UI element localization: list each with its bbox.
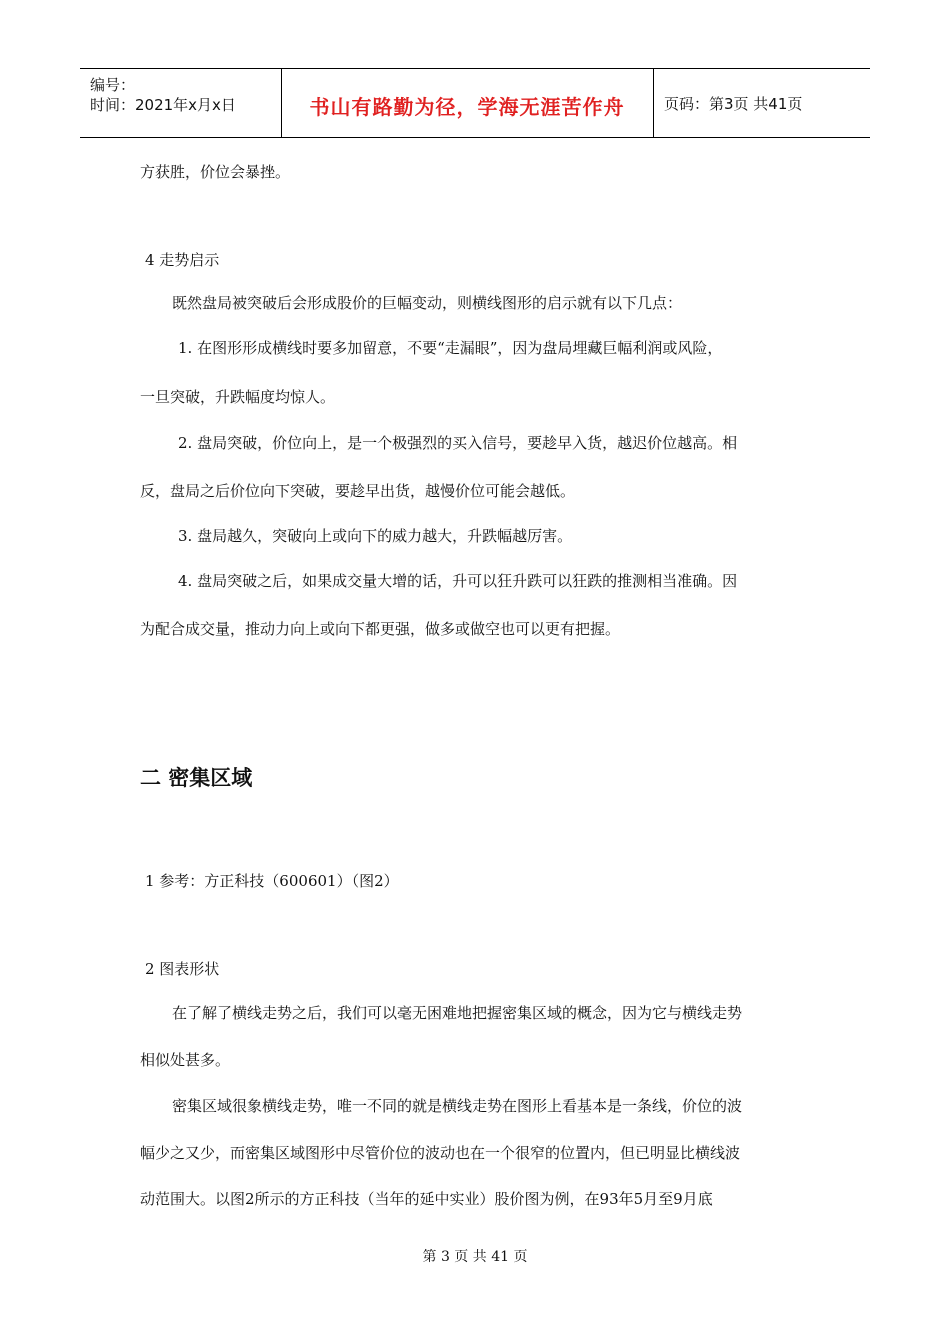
paragraph-line: 密集区域很象横线走势，唯一不同的就是横线走势在图形上看基本是一条线，价位的波 xyxy=(172,1097,743,1115)
paragraph-line: 在了解了横线走势之后，我们可以毫无困难地把握密集区域的概念，因为它与横线走势 xyxy=(172,1004,743,1022)
section-heading: 二 密集区域 xyxy=(140,766,253,790)
paragraph-line: 方获胜，价位会暴挫。 xyxy=(140,163,291,181)
page-footer: 第 3 页 共 41 页 xyxy=(422,1249,528,1265)
subsection-heading: 1 参考：方正科技（600601）（图2） xyxy=(145,872,399,890)
header-page-info: 页码：第3页 共41页 xyxy=(664,95,803,113)
paragraph-line: 3. 盘局越久，突破向上或向下的威力越大，升跌幅越厉害。 xyxy=(178,527,573,545)
subsection-heading: 4 走势启示 xyxy=(145,251,220,269)
paragraph-line: 2. 盘局突破，价位向上，是一个极强烈的买入信号，要趁早入货，越迟价位越高。相 xyxy=(178,434,738,452)
page-header xyxy=(80,68,870,138)
paragraph-line: 相似处甚多。 xyxy=(140,1051,231,1069)
paragraph-line: 4. 盘局突破之后，如果成交量大增的话，升可以狂升跌可以狂跌的推测相当准确。因 xyxy=(178,572,738,590)
header-divider xyxy=(653,69,654,137)
number-label: 编号： xyxy=(90,76,136,94)
header-meta xyxy=(90,75,236,115)
header-motto: 书山有路勤为径，学海无涯苦作舟 xyxy=(309,95,625,119)
paragraph-line: 为配合成交量，推动力向上或向下都更强，做多或做空也可以更有把握。 xyxy=(140,620,621,638)
subsection-heading: 2 图表形状 xyxy=(145,960,220,978)
paragraph-line: 一旦突破，升跌幅度均惊人。 xyxy=(140,388,336,406)
paragraph-line: 1. 在图形形成横线时要多加留意，不要“走漏眼”，因为盘局埋藏巨幅利润或风险， xyxy=(178,339,723,357)
paragraph-line: 幅少之又少，而密集区域图形中尽管价位的波动也在一个很窄的位置内，但已明显比横线波 xyxy=(140,1144,741,1162)
paragraph-line: 反，盘局之后价位向下突破，要趁早出货，越慢价位可能会越低。 xyxy=(140,482,576,500)
paragraph-line: 动范围大。以图2所示的方正科技（当年的延中实业）股价图为例，在93年5月至9月底 xyxy=(140,1190,713,1208)
paragraph-line: 既然盘局被突破后会形成股价的巨幅变动，则横线图形的启示就有以下几点： xyxy=(172,294,683,312)
date-label: 时间：2021年x月x日 xyxy=(90,96,236,114)
